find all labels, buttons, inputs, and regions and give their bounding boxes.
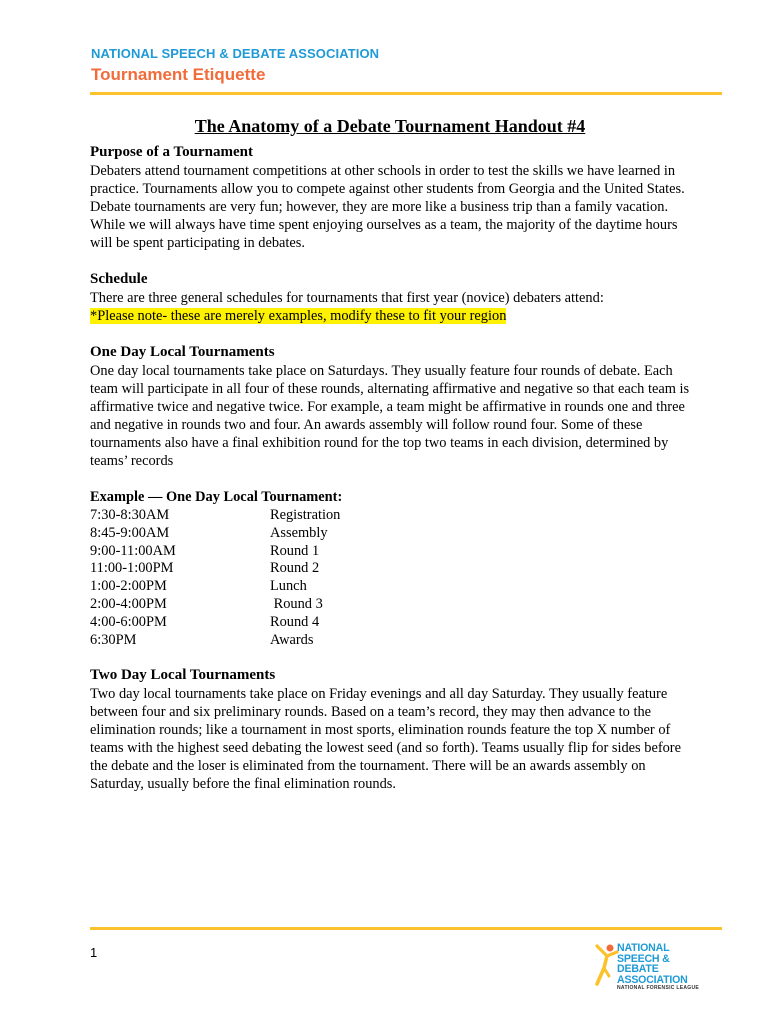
schedule-time: 8:45-9:00AM xyxy=(90,524,170,541)
schedule-time: 1:00-2:00PM xyxy=(90,578,167,595)
header-rule xyxy=(90,92,722,95)
logo-line-2: SPEECH & DEBATE xyxy=(617,952,670,975)
schedule-time: 6:30PM xyxy=(90,631,137,648)
two-day-paragraph: Two day local tournaments take place on Friday evenings and all day Saturday. They usually feature between four and six preliminary rounds. Based on a team’s record, they may then advance to the elimination rounds; like a tournament in most sports, elimination rounds feature the top X number of teams with the highest seed debating the lowest seed (and so forth). Teams usually flip for sides before the debate and the loser is eliminated from the tournament. There will be an awards assembly on Saturday, usually before the final elimination rounds. xyxy=(90,686,681,793)
schedule-time: 9:00-11:00AM xyxy=(90,542,176,559)
header-org: NATIONAL SPEECH & DEBATE ASSOCIATION xyxy=(91,46,380,61)
example-schedule xyxy=(90,506,690,648)
schedule-time: 7:30-8:30AM xyxy=(90,507,170,523)
purpose-heading: Purpose of a Tournament xyxy=(90,144,253,160)
schedule-event: Lunch xyxy=(270,578,307,595)
schedule-event: Round 1 xyxy=(270,542,320,559)
header-subtitle: Tournament Etiquette xyxy=(91,65,266,84)
schedule-row xyxy=(90,506,690,524)
logo-tagline: NATIONAL FORENSIC LEAGUE xyxy=(617,985,700,991)
schedule-time: 11:00-1:00PM xyxy=(90,560,174,577)
schedule-event: Round 3 xyxy=(270,595,323,612)
schedule-row xyxy=(90,524,690,542)
footer-rule xyxy=(90,927,722,930)
schedule-row xyxy=(90,577,690,595)
document-title: The Anatomy of a Debate Tournament Handout #4 xyxy=(194,116,586,136)
schedule-event: Round 2 xyxy=(270,560,320,577)
logo-line-3: ASSOCIATION xyxy=(617,973,688,986)
schedule-row xyxy=(90,595,690,613)
nsda-logo xyxy=(593,940,713,990)
example-heading: Example — One Day Local Tournament: xyxy=(90,489,343,505)
purpose-paragraph: Debaters attend tournament competitions at other schools in order to test the skills we have learned in practice. Tournaments allow you to compete against other students from Georgia and the United States. Debate tournaments are very fun; however, they are more like a business trip than a family vacation. While we will always have time spent enjoying ourselves as a team, the majority of the daytime hours will be spent participating in debates. xyxy=(90,163,685,251)
schedule-event: Awards xyxy=(270,631,314,648)
schedule-paragraph: There are three general schedules for tournaments that first year (novice) debaters attend: xyxy=(90,290,604,306)
one-day-heading: One Day Local Tournaments xyxy=(90,344,275,360)
page-number: 1 xyxy=(90,945,98,960)
logo-line-1: NATIONAL xyxy=(617,942,670,954)
one-day-paragraph: One day local tournaments take place on Saturdays. They usually feature four rounds of debate. Each team will participate in all four of these rounds, alternating affirmative and negative so that each team is affirmative twice and negative twice. For example, a team might be affirmative in rounds one and three and negative in rounds two and four. An awards assembly will follow round four. Some of these tournaments also have a final exhibition round for the top two teams in each division, determined by teams’ records xyxy=(90,363,690,469)
two-day-heading: Two Day Local Tournaments xyxy=(90,667,276,684)
schedule-event: Round 4 xyxy=(270,613,320,630)
schedule-row xyxy=(90,613,690,631)
schedule-heading: Schedule xyxy=(90,271,148,287)
schedule-note: *Please note- these are merely examples, modify these to fit your region xyxy=(90,308,507,324)
schedule-row xyxy=(90,542,690,560)
document-body xyxy=(90,115,690,793)
schedule-time: 4:00-6:00PM xyxy=(90,613,167,630)
schedule-event: Assembly xyxy=(270,524,328,541)
schedule-time: 2:00-4:00PM xyxy=(90,595,167,612)
schedule-row xyxy=(90,559,690,577)
schedule-row xyxy=(90,631,690,649)
schedule-event: Registration xyxy=(270,507,341,523)
